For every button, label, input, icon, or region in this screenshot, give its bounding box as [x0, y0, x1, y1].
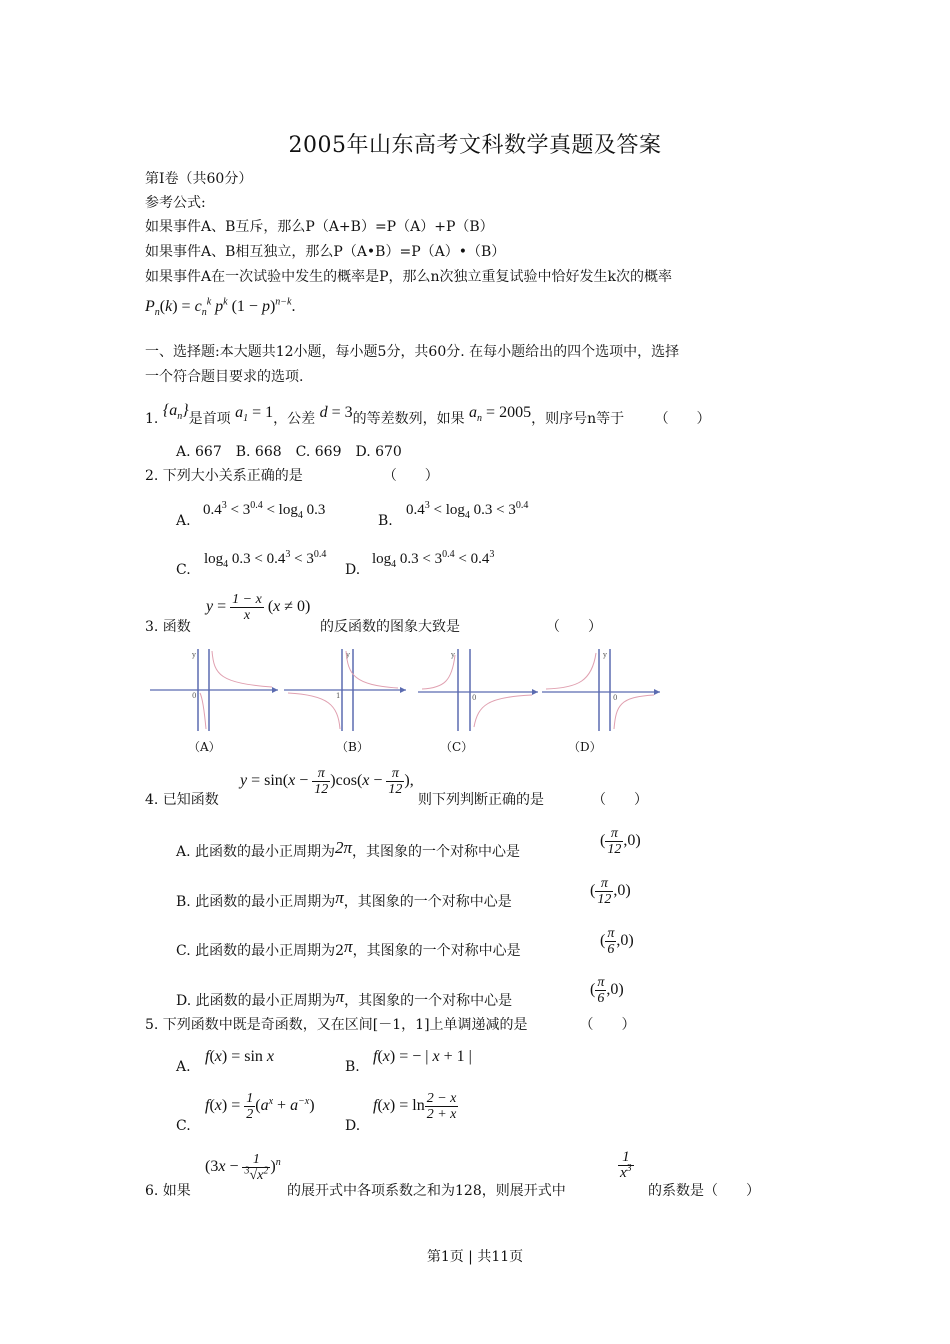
question-6-tail: 的展开式中各项系数之和为128，则展开式中: [287, 1183, 566, 1199]
graph-label-a: （A）: [188, 740, 221, 754]
graph-b: [284, 649, 406, 731]
formula-line-2: 如果事件A、B相互独立，那么P（A•B）=P（A）•（B）: [145, 244, 506, 260]
svg-text:0: 0: [192, 692, 197, 700]
formula-line-3: 如果事件A在一次试验中发生的概率是P，那么n次独立重复试验中恰好发生k次的概率: [145, 269, 673, 285]
q4-option-a: A. 此函数的最小正周期为2π，其图象的一个对称中心是: [176, 838, 521, 860]
q5-option-b-math: f(x) = − | x + 1 |: [373, 1048, 472, 1065]
svg-text:1: 1: [336, 692, 341, 700]
graph-c: [418, 649, 538, 731]
svg-text:y: y: [346, 651, 350, 659]
reference-label: 参考公式:: [145, 195, 206, 211]
graph-label-c: （C）: [440, 740, 474, 754]
part-heading: 第I卷（共60分）: [145, 171, 253, 187]
question-3-tail: 的反函数的图象大致是 （ ）: [320, 619, 602, 635]
page-title: 2005年山东高考文科数学真题及答案: [288, 133, 662, 158]
q2-option-d: D.: [345, 562, 361, 578]
graph-label-b: （B）: [336, 740, 369, 754]
q2-option-c-math: $\log_4 0.3 < 0.4^3 < 3^{0.4}$: [204, 549, 327, 570]
question-4-stem: 4. 已知函数: [145, 792, 219, 808]
section-instruction-1: 一、选择题:本大题共12小题，每小题5分，共60分. 在每小题给出的四个选项中，选择: [145, 344, 680, 360]
q4-option-c-center: ( $\frac{\pi}{6}$ ,0): [600, 926, 634, 957]
question-6-end: 的系数是（ ）: [648, 1183, 760, 1199]
q4-option-a-center: ( $\frac{\pi}{12}$ ,0): [600, 826, 641, 857]
q2-option-a: A.: [176, 513, 191, 529]
q4-option-d: D. 此函数的最小正周期为π，其图象的一个对称中心是: [176, 987, 513, 1009]
question-6-stem: 6. 如果: [145, 1183, 191, 1199]
q6-expression: (3x − $\frac{1}{^3√x^2}$ )$^n$: [205, 1152, 281, 1183]
question-4-tail: 则下列判断正确的是 （ ）: [418, 792, 648, 808]
svg-text:y: y: [192, 651, 196, 659]
q6-term: $\frac{1}{x^3}$: [620, 1149, 632, 1181]
svg-text:y: y: [451, 651, 455, 659]
q2-option-b: B.: [378, 513, 393, 529]
q4-option-d-center: ( $\frac{\pi}{6}$ ,0): [590, 975, 624, 1006]
question-1: 1. $\{a_n\}$是首项 $a_1 = 1$，公差 d = 3的等差数列，如果 $a_n = 2005$，则序号n等于 （ ）: [145, 402, 711, 427]
question-1-options: A. 667 B. 668 C. 669 D. 670: [176, 444, 402, 460]
q4-option-b-center: ( $\frac{\pi}{12}$ ,0): [590, 876, 631, 907]
question-5-stem: 5. 下列函数中既是奇函数，又在区间[－1，1]上单调递减的是 （ ）: [145, 1017, 636, 1033]
q5-option-c-math: f(x) = $\frac{1}{2}$ $(a^x + a^{-x})$: [205, 1091, 315, 1122]
formula-line-1: 如果事件A、B互斥，那么P（A+B）=P（A）+P（B）: [145, 219, 494, 235]
question-3-stem: 3. 函数: [145, 619, 191, 635]
q3-graphs: [148, 645, 668, 735]
q2-option-c: C.: [176, 562, 191, 578]
graph-label-d: （D）: [568, 740, 602, 754]
q5-option-d-math: f(x) = ln $\frac{2 - x}{2 + x}$: [373, 1091, 457, 1122]
q4-option-c: C. 此函数的最小正周期为2π，其图象的一个对称中心是: [176, 937, 521, 959]
graph-d: [542, 649, 660, 731]
q5-option-b: B.: [345, 1059, 360, 1075]
q4-function: y = sin(x − $\frac{\pi}{12}$ )cos(x − $\frac{\pi}{12}$ ),: [240, 766, 414, 797]
svg-text:0: 0: [472, 694, 477, 702]
q5-option-d: D.: [345, 1118, 361, 1134]
q5-option-c: C.: [176, 1118, 191, 1134]
q2-option-a-math: $0.4^3 < 3^{0.4} < \log_4 0.3$: [203, 500, 326, 521]
binomial-formula: $P_n(k) = c_n^k$ $p^k$ $(1 - p)^{n-k}$.: [145, 296, 296, 319]
graph-a: [150, 649, 278, 731]
q5-option-a-math: f(x) = sin x: [205, 1048, 275, 1065]
q5-option-a: A.: [176, 1059, 191, 1075]
svg-text:y: y: [603, 651, 607, 659]
question-2-stem: 2. 下列大小关系正确的是 （ ）: [145, 468, 439, 484]
section-instruction-2: 一个符合题目要求的选项.: [145, 369, 304, 385]
q3-function: y = $\frac{1 - x}{x}$ (x ≠ 0): [206, 592, 311, 623]
q2-option-d-math: $\log_4 0.3 < 3^{0.4} < 0.4^3$: [372, 549, 495, 570]
page-footer: 第1页 | 共11页: [426, 1249, 524, 1265]
q4-option-b: B. 此函数的最小正周期为π，其图象的一个对称中心是: [176, 888, 512, 910]
svg-text:0: 0: [613, 694, 618, 702]
q2-option-b-math: $0.4^3 < \log_4 0.3 < 3^{0.4}$: [406, 500, 529, 521]
